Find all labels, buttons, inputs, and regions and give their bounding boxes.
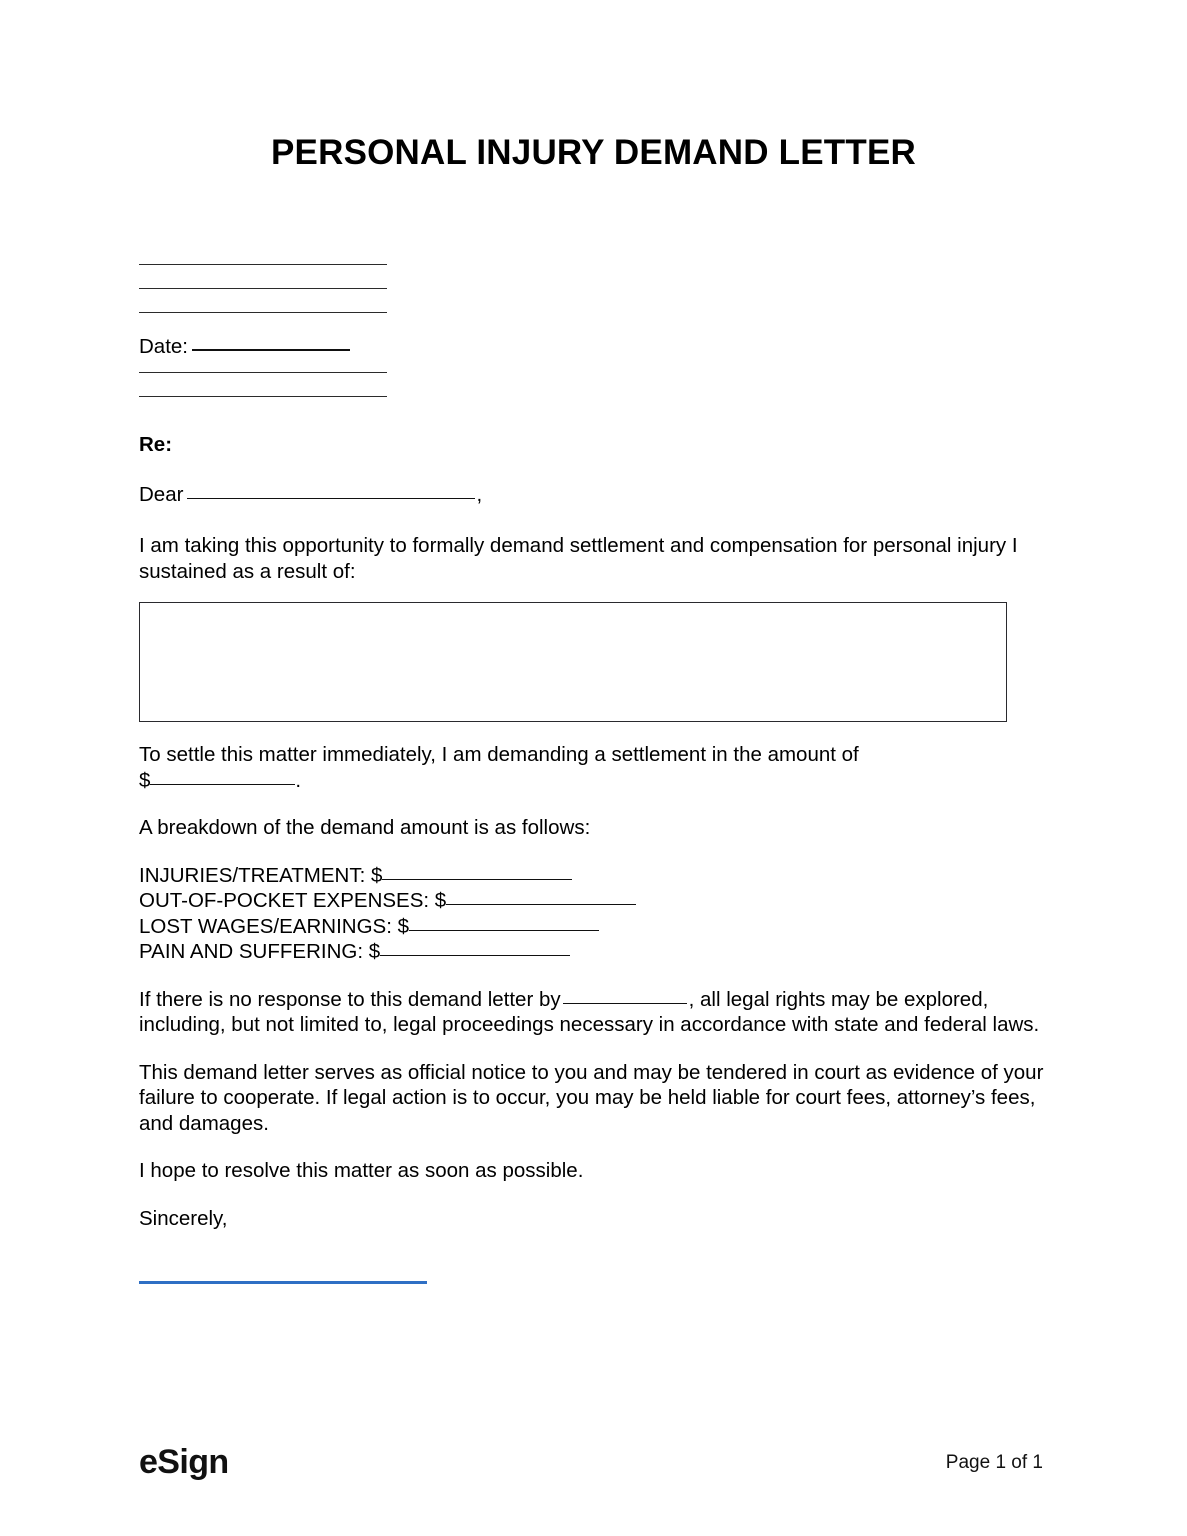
response-clause-after: , all legal rights may be explored, including, but not limited to, legal proceedings necessary in accordance with state and federal laws. xyxy=(139,987,1040,1036)
breakdown-amount-line[interactable] xyxy=(382,879,572,880)
page-footer xyxy=(139,1443,1043,1482)
breakdown-label: INJURIES/TREATMENT: xyxy=(139,863,366,887)
closing-hope-paragraph: I hope to resolve this matter as soon as possible. xyxy=(139,1159,584,1182)
salutation-suffix: , xyxy=(476,483,483,506)
settlement-amount-line[interactable] xyxy=(150,784,295,785)
date-row xyxy=(139,336,1044,358)
re-label: Re: xyxy=(139,433,173,456)
signature-line[interactable] xyxy=(139,1281,427,1284)
page-title: PERSONAL INJURY DEMAND LETTER xyxy=(271,133,916,172)
sender-address-line-1[interactable] xyxy=(139,264,387,265)
breakdown-label: LOST WAGES/EARNINGS: xyxy=(139,914,392,938)
breakdown-currency: $ xyxy=(368,940,381,963)
sender-address-line-3[interactable] xyxy=(139,312,387,313)
settlement-amount-block xyxy=(139,742,1044,793)
response-deadline-date-line[interactable] xyxy=(563,1003,687,1004)
settlement-period: . xyxy=(295,768,302,792)
settlement-sentence: To settle this matter immediately, I am demanding a settlement in the amount of xyxy=(139,743,859,766)
incident-description-box[interactable] xyxy=(139,602,1007,722)
letter-body xyxy=(139,258,1044,1284)
settlement-amount-row xyxy=(139,769,301,792)
intro-paragraph: I am taking this opportunity to formally demand settlement and compensation for personal injury I sustained as a result of: xyxy=(139,534,1018,583)
breakdown-amount-line[interactable] xyxy=(446,904,636,905)
esign-logo: eSign xyxy=(139,1443,229,1481)
salutation-prefix: Dear xyxy=(139,483,184,506)
recipient-name-line[interactable] xyxy=(187,498,475,499)
breakdown-currency: $ xyxy=(370,863,383,887)
breakdown-item-lost-wages-earnings xyxy=(139,914,1044,940)
breakdown-currency: $ xyxy=(434,889,447,912)
breakdown-item-out-of-pocket-expenses xyxy=(139,888,1044,914)
breakdown-label: OUT-OF-POCKET EXPENSES: xyxy=(139,889,430,912)
breakdown-list xyxy=(139,863,1044,965)
breakdown-amount-line[interactable] xyxy=(409,930,599,931)
sender-address-line-2[interactable] xyxy=(139,288,387,289)
recipient-address-line-2[interactable] xyxy=(139,396,387,397)
breakdown-intro: A breakdown of the demand amount is as follows: xyxy=(139,816,591,839)
settlement-currency: $ xyxy=(139,768,151,792)
recipient-address-line-1[interactable] xyxy=(139,372,387,373)
breakdown-item-injuries-treatment xyxy=(139,863,1044,889)
date-input-line[interactable] xyxy=(192,349,350,351)
closing-signoff: Sincerely, xyxy=(139,1206,228,1230)
breakdown-currency: $ xyxy=(397,914,409,938)
page-number: Page 1 of 1 xyxy=(945,1451,1043,1473)
response-deadline-paragraph xyxy=(139,987,1044,1038)
salutation-row xyxy=(139,483,1044,507)
breakdown-item-pain-and-suffering xyxy=(139,939,1044,965)
notice-paragraph: This demand letter serves as official notice to you and may be tendered in court as evidence of your failure to cooperate. If legal action is to occur, you may be held liable for court fees, attorney’s fees, and damages. xyxy=(139,1060,1044,1135)
breakdown-label: PAIN AND SUFFERING: xyxy=(139,940,364,963)
breakdown-amount-line[interactable] xyxy=(380,955,570,956)
response-clause-before: If there is no response to this demand letter by xyxy=(139,987,561,1011)
date-label: Date: xyxy=(139,335,188,358)
